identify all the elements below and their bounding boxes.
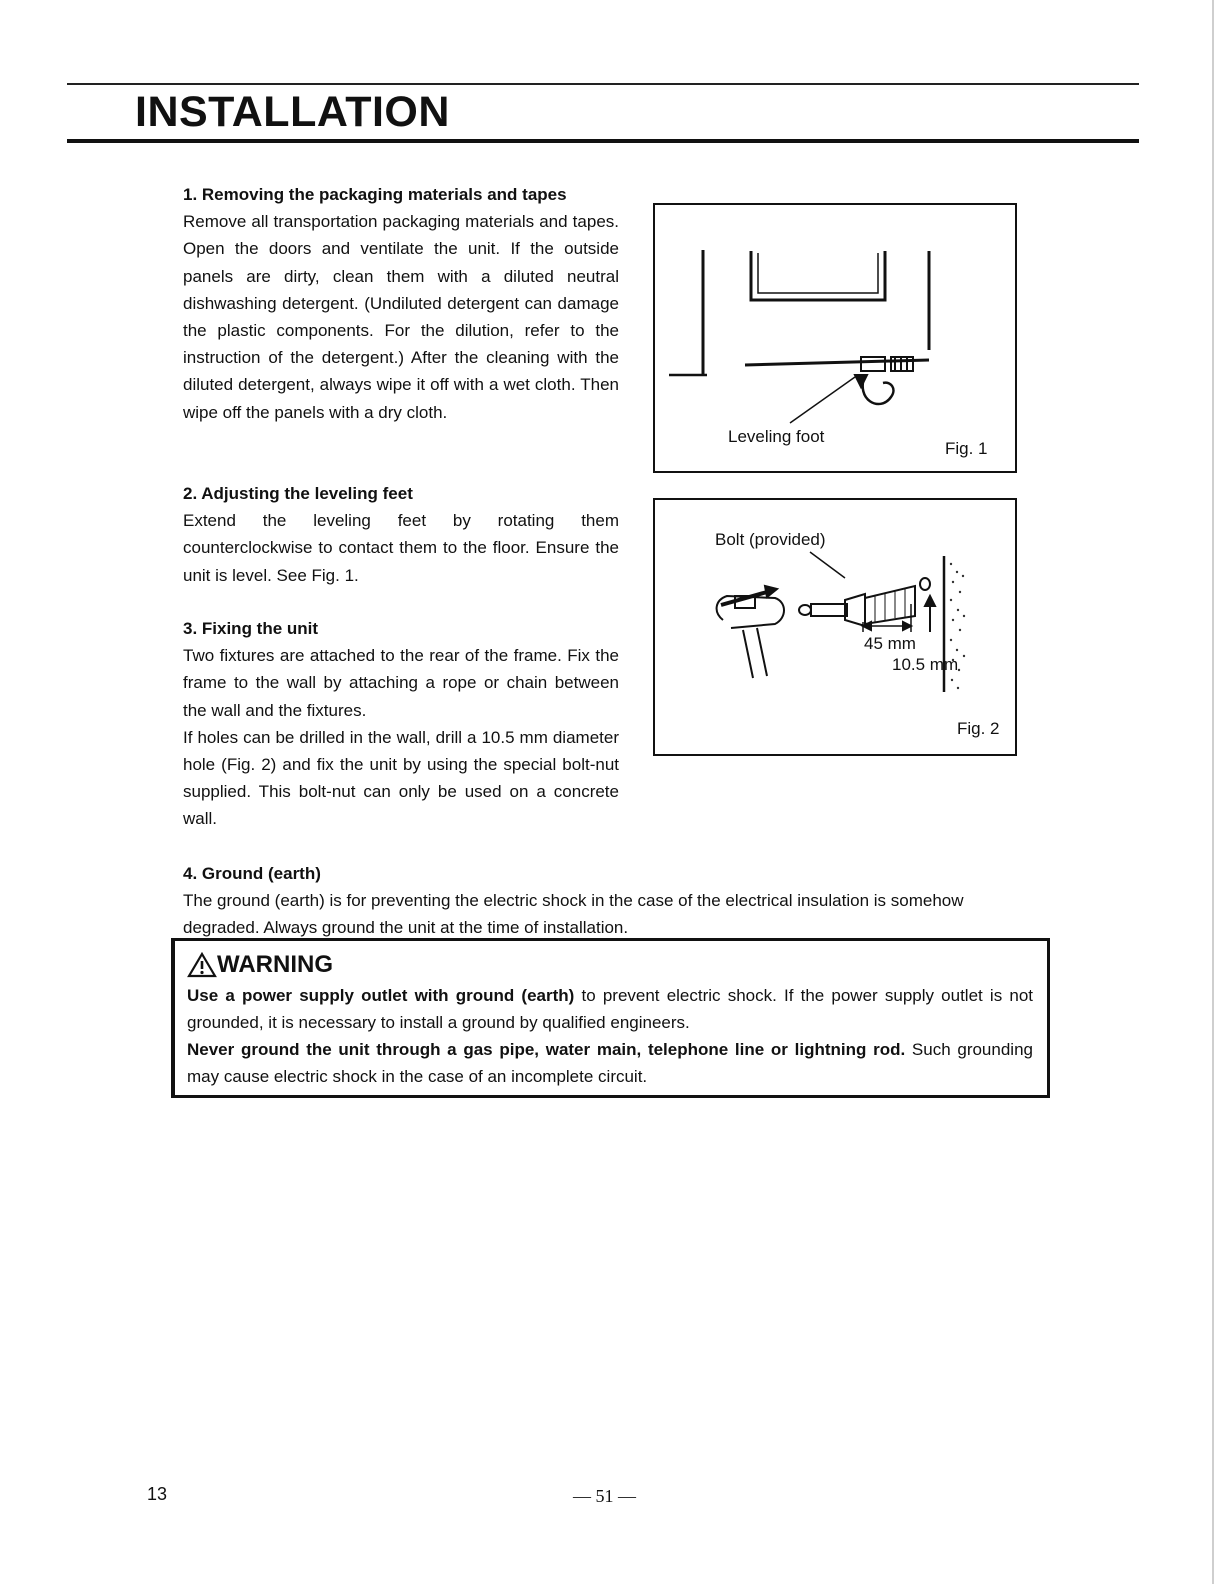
warning-box: [171, 938, 1050, 1098]
section-body: Remove all transportation packaging materials and tapes. Open the doors and ventilate the unit. If the outside panels are dirty, clean them with a diluted neutral dishwashing detergent. (Undiluted detergent can damage the plastic components. For the dilution, refer to the instruction of the detergent.) After the cleaning with the diluted detergent, always wipe it off with a wet cloth. Then wipe off the panels with a dry cloth.: [183, 212, 619, 422]
section-body: Two fixtures are attached to the rear of the frame. Fix the frame to the wall by attaching a rope or chain between the wall and the fixtures.: [183, 646, 619, 720]
header-top-rule: [67, 83, 1139, 85]
section-fixing-unit: [183, 615, 619, 833]
bolt-callout: Bolt (provided): [715, 530, 826, 549]
header-bottom-rule: [67, 139, 1139, 143]
bolt-length-dimension: 45 mm: [864, 634, 916, 653]
warning-title-text: WARNING: [217, 951, 333, 978]
warning-line-1-text: to prevent electric shock. If the power supply outlet is not grounded, it is necessary to install a ground by qualified engineers.: [187, 986, 1033, 1032]
section-body-continued: If holes can be drilled in the wall, drill a 10.5 mm diameter hole (Fig. 2) and fix the unit by using the special bolt-nut supplied. This bolt-nut can only be used on a concrete wall.: [183, 727, 619, 829]
warning-line-1: [187, 982, 1033, 1036]
leveling-foot-illustration: [655, 205, 1015, 471]
scan-edge-line: [1212, 0, 1214, 1584]
page-number-center: — 51 —: [573, 1486, 636, 1506]
page-title: INSTALLATION: [135, 88, 450, 136]
page-number-left: 13: [147, 1484, 168, 1504]
warning-line-1-bold: Use a power supply outlet with ground (earth): [187, 986, 575, 1005]
warning-line-2-text: Such grounding may cause electric shock in the case of an incomplete circuit.: [187, 1040, 1033, 1086]
section-heading: 4. Ground (earth): [183, 864, 321, 883]
leveling-foot-callout: Leveling foot: [728, 427, 825, 446]
section-leveling-feet: [183, 480, 619, 589]
figure-label: Fig. 2: [957, 719, 1000, 738]
figure-1: [653, 203, 1017, 473]
wall-bolt-illustration: [655, 500, 1015, 754]
warning-body: [187, 982, 1033, 1090]
section-removing-packaging: [183, 181, 619, 426]
warning-triangle-icon: [187, 952, 217, 978]
warning-line-2-bold: Never ground the unit through a gas pipe, water main, telephone line or lightning rod.: [187, 1040, 906, 1059]
warning-title: [187, 951, 333, 979]
section-body: Extend the leveling feet by rotating them counterclockwise to contact them to the floor. Ensure the unit is level. See Fig. 1.: [183, 511, 619, 585]
figure-label: Fig. 1: [945, 439, 988, 458]
section-body: The ground (earth) is for preventing the electric shock in the case of the electrical insulation is somehow degraded. Always ground the unit at the time of installation.: [183, 891, 964, 938]
section-heading: 3. Fixing the unit: [183, 619, 319, 638]
section-heading: 2. Adjusting the leveling feet: [183, 484, 413, 503]
warning-line-2: [187, 1036, 1033, 1090]
figure-2: [653, 498, 1017, 756]
section-heading: 1. Removing the packaging materials and tapes: [183, 185, 567, 204]
section-ground: [183, 860, 1029, 942]
hole-diameter-dimension: 10.5 mm: [892, 655, 959, 674]
